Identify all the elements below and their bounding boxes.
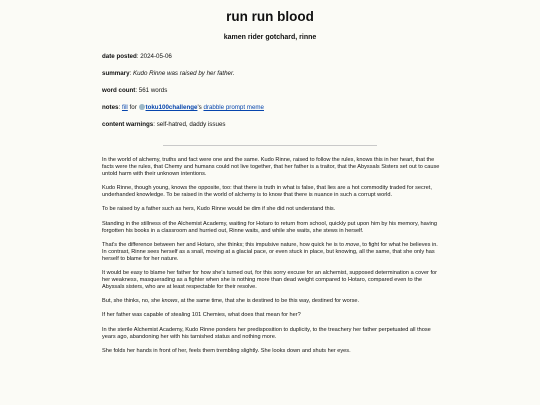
story-text: But, she thinks, no, she [102, 298, 162, 305]
content-warnings-label: content warnings [102, 121, 154, 128]
content-warnings-value: self-hatred, daddy issues [156, 121, 226, 128]
page-subtitle: kamen rider gotchard, rinne [223, 34, 317, 41]
word-count-label: word count [102, 87, 136, 94]
story-paragraph: It would be easy to blame her father for how she's turned out, for this sorry excuse for an alchemist, supposed determination a cover for her weakness, masquerading as a fighter when she is nothing more than dead weight compared to Hotaro, compared even to the Abyssals sisters, who are at least respectable for their resolve. [102, 269, 437, 290]
story-paragraph: Kudo Rinne, though young, knows the opposite, too: that there is truth in what is false, that lies are a hot commodity traded for secret, underhanded knowledge. To be raised in the world of alchemy is to know that there is nuance in such a corrupt world. [102, 185, 432, 199]
story-paragraph: If her father was capable of stealing 101 Chemies, what does that mean for her? [102, 312, 301, 319]
date-posted-value: 2024-05-06 [140, 53, 172, 60]
word-count: word count: 561 words [102, 87, 168, 94]
divider [163, 145, 377, 146]
summary-label: summary [102, 70, 130, 77]
story-paragraph [102, 298, 442, 305]
summary: summary: Kudo Rinne was raised by her father. [102, 70, 235, 77]
story-text: , at the same time, that she is destined to be this way, destined for worse. [177, 298, 360, 305]
story-body [102, 157, 442, 362]
word-count-value: 561 words [138, 87, 168, 94]
story-emphasis: knows [161, 298, 178, 305]
notes-label: notes [102, 104, 119, 111]
user-icon [139, 104, 145, 110]
user-link[interactable]: toku100challenge [145, 104, 198, 111]
story-emphasis: move [345, 241, 360, 248]
story-text: , to fight for what he believes in. In contrast, Rinne sees herself as a snail, moving at a glacial pace, or even stuck in place, but knowing, all the same, that she only has herself to blame for her nature. [102, 241, 438, 262]
story-paragraph: To be raised by a father such as hers, Kudo Rinne would be dim if she did not understand this. [102, 206, 336, 213]
notes-possessive: 's [197, 104, 202, 111]
notes-for: for [129, 104, 137, 111]
summary-value: Kudo Rinne was raised by her father. [132, 70, 235, 77]
prompt-meme-link[interactable]: drabble prompt meme [203, 104, 264, 111]
date-posted-label: date posted [102, 53, 137, 60]
notes: notes: fill for toku100challenge's drabble prompt meme [102, 104, 264, 111]
story-paragraph: She folds her hands in front of her, feels them trembling slightly. She looks down and shuts her eyes. [102, 347, 351, 354]
page-title: run run blood [226, 9, 314, 24]
fill-link[interactable]: fill [121, 104, 128, 111]
content-warnings: content warnings: self-hatred, daddy issues [102, 121, 226, 128]
story-paragraph [102, 242, 442, 263]
story-paragraph: Standing in the stillness of the Alchemist Academy, waiting for Hotaro to return from school, quickly put upon him by his memory, having forgotten his books in a classroom and hurried out, Rinne waits, and while she waits, she stews in herself. [102, 220, 437, 234]
story-paragraph: In the world of alchemy, truths and fact were one and the same. Kudo Rinne, raised to follow the rules, knows this in her heart, that the facts were the rules, that Chemy and humans could not live together, that her father is a traitor, that the Abyssals Sisters set out to cause untold harm with their unknown intentions. [102, 157, 440, 177]
story-paragraph: In the sterile Alchemist Academy, Kudo Rinne ponders her predisposition to duplicity, to the treachery her father perpetuated all those years ago, abandoning her with his tarnished status and nothing more. [102, 326, 431, 340]
date-posted: date posted: 2024-05-06 [102, 53, 172, 60]
story-text: That's the difference between her and Hotaro, she thinks; this impulsive nature, how quick he is to [102, 241, 346, 248]
